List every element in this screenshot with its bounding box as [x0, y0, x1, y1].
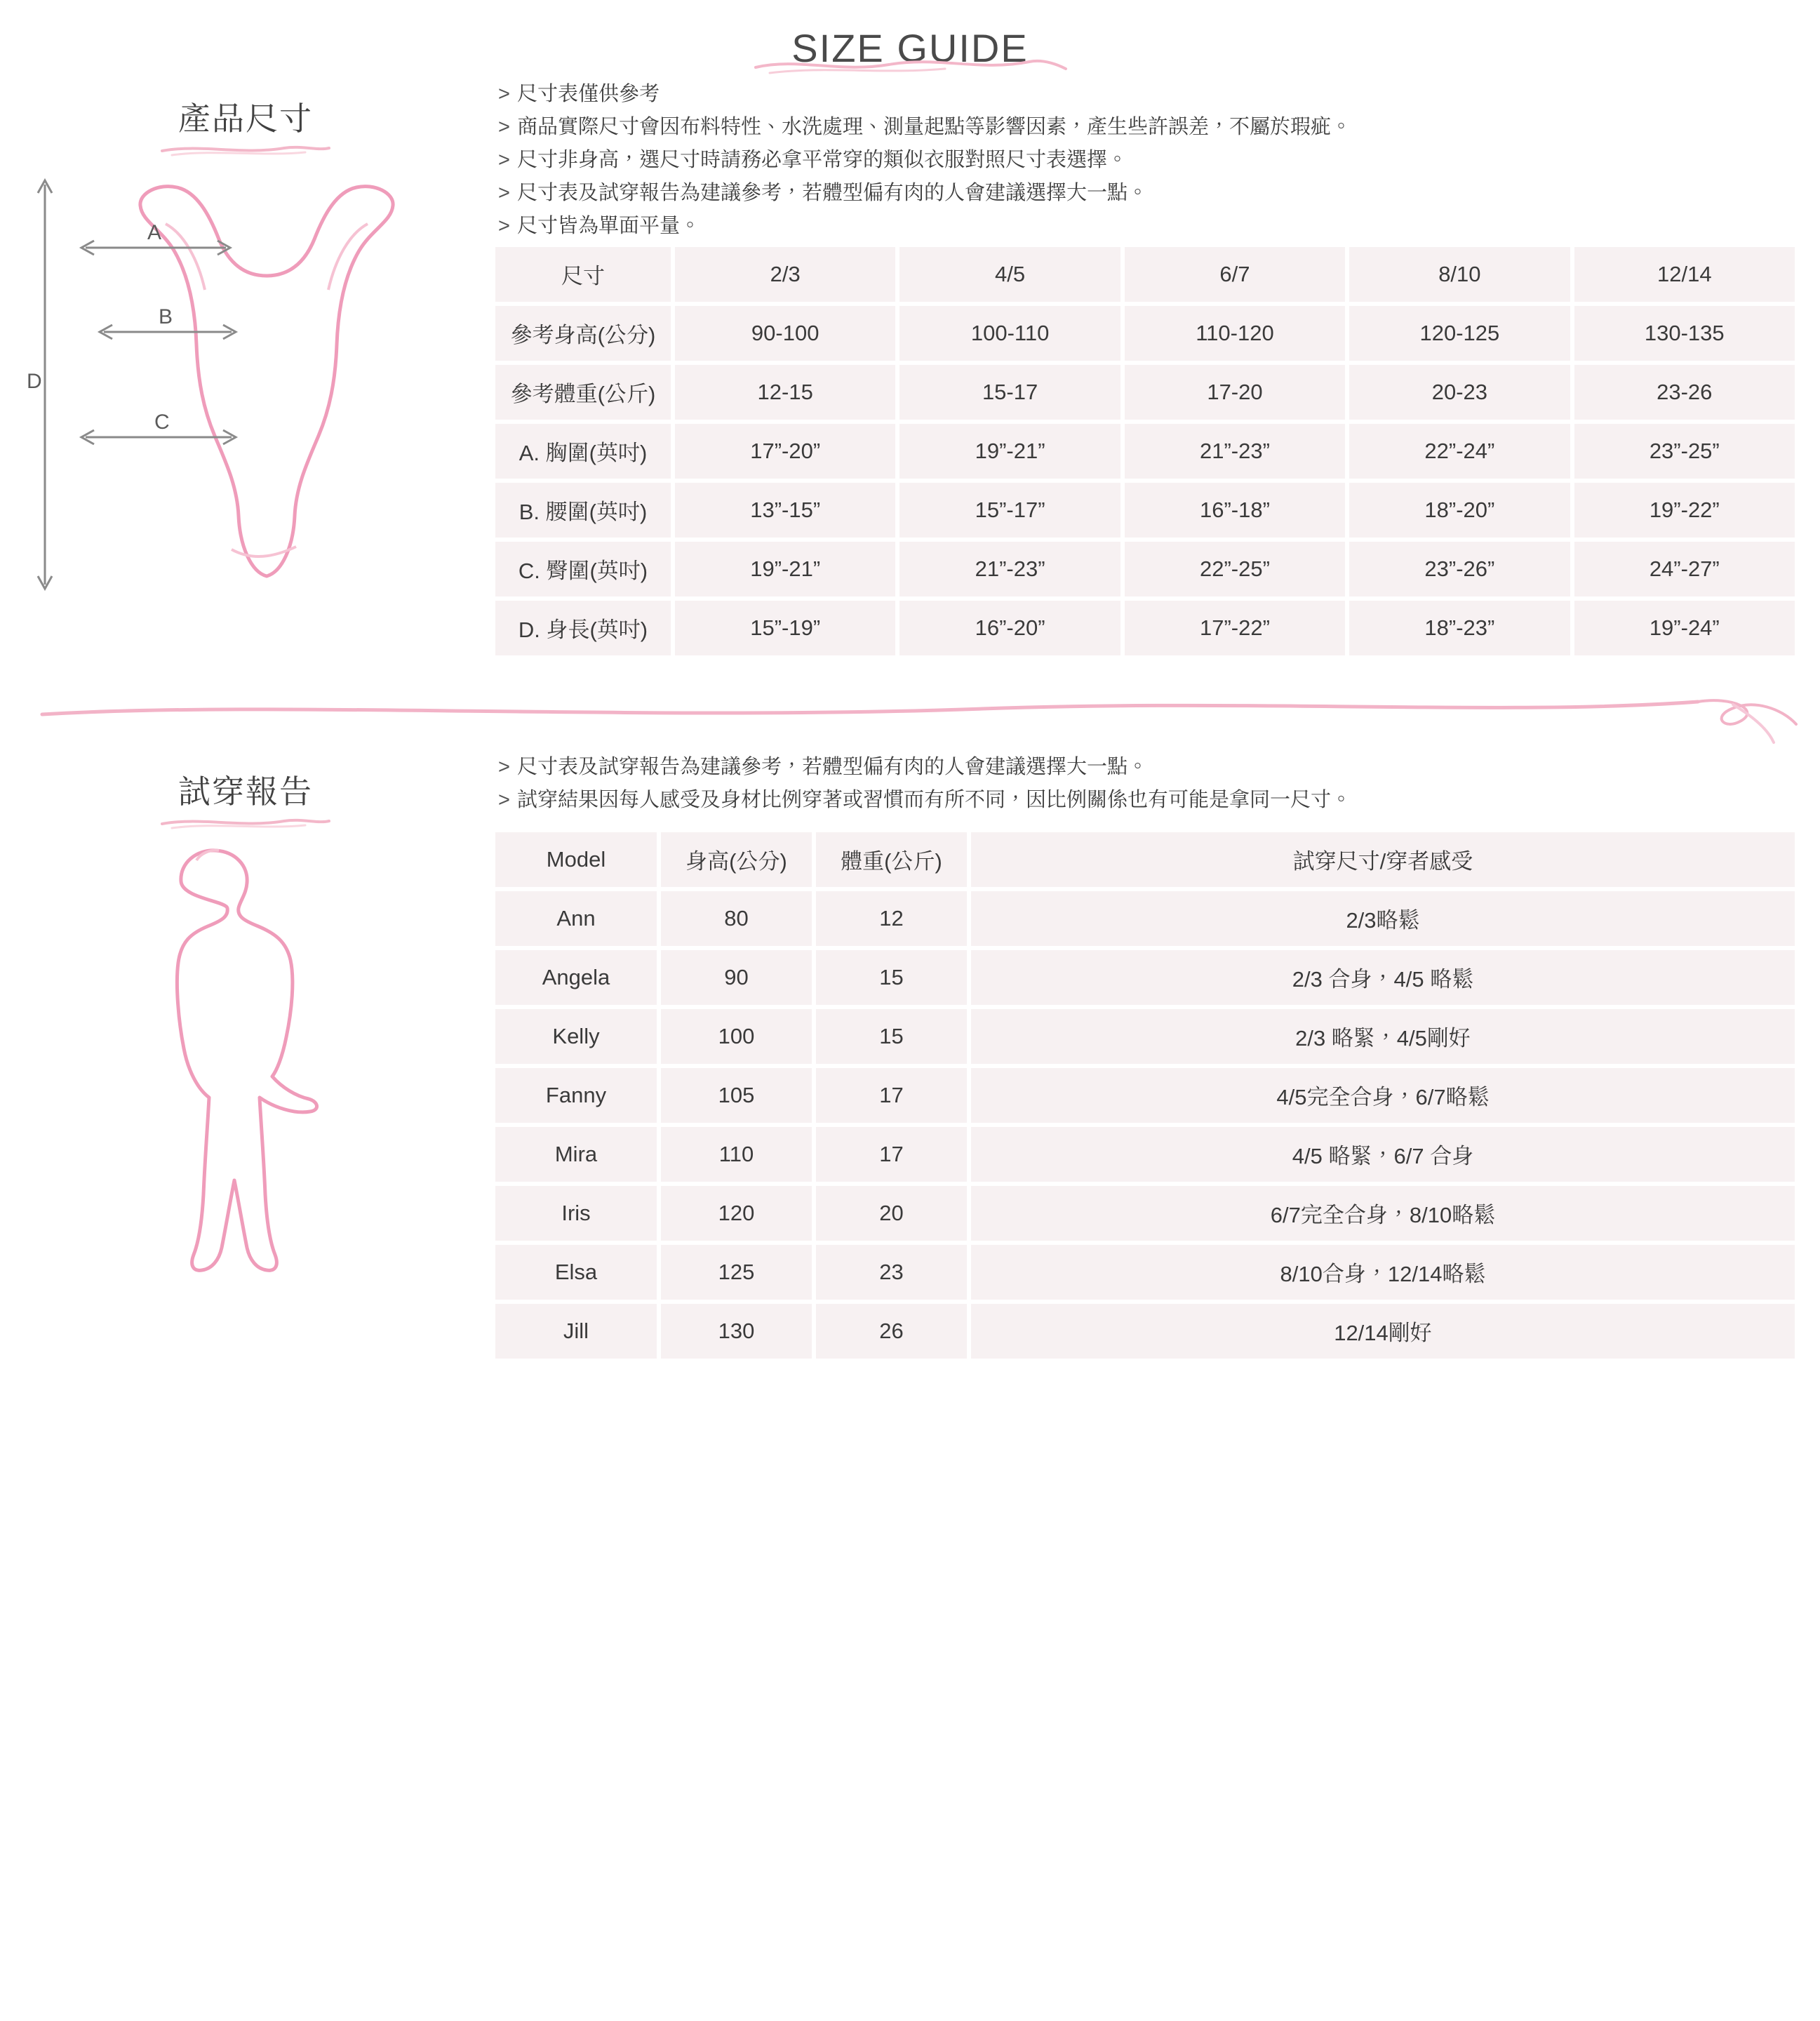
- model-feedback: 12/14剛好: [971, 1304, 1795, 1359]
- model-height: 125: [661, 1245, 812, 1300]
- model-name: Kelly: [495, 1009, 657, 1064]
- table-row: [495, 1186, 1795, 1241]
- column-header: 試穿尺寸/穿者感受: [971, 832, 1795, 887]
- model-weight: 15: [816, 950, 967, 1005]
- row-label: D. 身長(英吋): [495, 601, 671, 655]
- table-cell: 23”-25”: [1574, 424, 1795, 479]
- child-silhouette-svg: [98, 829, 393, 1321]
- fit-report-section: [0, 744, 1820, 1363]
- product-size-heading-text: 產品尺寸: [178, 100, 313, 137]
- table-cell: 13”-15”: [675, 483, 895, 538]
- row-label: 參考身高(公分): [495, 306, 671, 361]
- model-height: 130: [661, 1304, 812, 1359]
- product-size-heading: [158, 93, 333, 156]
- model-feedback: 8/10合身，12/14略鬆: [971, 1245, 1795, 1300]
- model-height: 90: [661, 950, 812, 1005]
- table-cell: 17-20: [1125, 365, 1345, 420]
- table-cell: 100-110: [899, 306, 1120, 361]
- page-title-text: SIZE GUIDE: [791, 26, 1029, 70]
- model-feedback: 2/3 略緊，4/5剛好: [971, 1009, 1795, 1064]
- model-height: 105: [661, 1068, 812, 1123]
- table-cell: 24”-27”: [1574, 542, 1795, 596]
- model-height: 120: [661, 1186, 812, 1241]
- fit-report-notes: [491, 751, 1799, 817]
- table-cell: 16”-20”: [899, 601, 1120, 655]
- model-name: Ann: [495, 891, 657, 946]
- table-row: [495, 365, 1795, 420]
- note-bullet: >: [498, 214, 510, 237]
- note-item: [498, 78, 1799, 111]
- table-cell: 23-26: [1574, 365, 1795, 420]
- model-feedback: 2/3 合身，4/5 略鬆: [971, 950, 1795, 1005]
- model-feedback: 4/5 略緊，6/7 合身: [971, 1127, 1795, 1182]
- table-cell: 120-125: [1349, 306, 1570, 361]
- table-row: [495, 542, 1795, 596]
- note-bullet: >: [498, 148, 510, 171]
- model-name: Jill: [495, 1304, 657, 1359]
- note-bullet: >: [498, 755, 510, 778]
- note-text: 尺寸表及試穿報告為建議參考，若體型偏有肉的人會建議選擇大一點。: [516, 181, 1148, 204]
- model-feedback: 4/5完全合身，6/7略鬆: [971, 1068, 1795, 1123]
- note-item: [498, 210, 1799, 243]
- column-header: 身高(公分): [661, 832, 812, 887]
- model-name: Mira: [495, 1127, 657, 1182]
- table-row: [495, 1304, 1795, 1359]
- note-text: 尺寸非身高，選尺寸時請務必拿平常穿的類似衣服對照尺寸表選擇。: [516, 148, 1128, 171]
- table-cell: 12-15: [675, 365, 895, 420]
- fit-report-table: [491, 828, 1799, 1363]
- column-header: 4/5: [899, 247, 1120, 302]
- note-item: [498, 177, 1799, 210]
- table-cell: 19”-21”: [899, 424, 1120, 479]
- label-d: D: [27, 370, 42, 393]
- table-row: [495, 306, 1795, 361]
- row-label: C. 臀圍(英吋): [495, 542, 671, 596]
- fit-report-right-column: [491, 751, 1820, 1363]
- table-cell: 23”-26”: [1349, 542, 1570, 596]
- model-feedback: 6/7完全合身，8/10略鬆: [971, 1186, 1795, 1241]
- table-cell: 20-23: [1349, 365, 1570, 420]
- page-title: [0, 0, 1820, 71]
- product-size-right-column: [491, 78, 1820, 660]
- table-row: [495, 483, 1795, 538]
- model-weight: 17: [816, 1068, 967, 1123]
- table-cell: 21”-23”: [899, 542, 1120, 596]
- table-cell: 22”-25”: [1125, 542, 1345, 596]
- size-chart-table: [491, 243, 1799, 660]
- table-cell: 19”-21”: [675, 542, 895, 596]
- section-divider-svg: [0, 681, 1820, 744]
- column-header: Model: [495, 832, 657, 887]
- table-row: [495, 1127, 1795, 1182]
- table-cell: 22”-24”: [1349, 424, 1570, 479]
- table-row: [495, 1009, 1795, 1064]
- label-a: A: [147, 221, 162, 244]
- table-cell: 130-135: [1574, 306, 1795, 361]
- table-cell: 15”-19”: [675, 601, 895, 655]
- model-name: Elsa: [495, 1245, 657, 1300]
- note-text: 尺寸表僅供參考: [516, 83, 660, 105]
- model-height: 110: [661, 1127, 812, 1182]
- note-item: [498, 751, 1799, 784]
- fit-report-heading: [158, 766, 333, 829]
- table-row: [495, 950, 1795, 1005]
- note-bullet: >: [498, 788, 510, 811]
- model-weight: 26: [816, 1304, 967, 1359]
- model-name: Angela: [495, 950, 657, 1005]
- model-name: Fanny: [495, 1068, 657, 1123]
- column-header: 體重(公斤): [816, 832, 967, 887]
- product-size-section: [0, 71, 1820, 660]
- table-cell: 19”-24”: [1574, 601, 1795, 655]
- row-label: B. 腰圍(英吋): [495, 483, 671, 538]
- product-size-notes: [491, 78, 1799, 243]
- table-cell: 110-120: [1125, 306, 1345, 361]
- model-name: Iris: [495, 1186, 657, 1241]
- note-bullet: >: [498, 115, 510, 138]
- table-cell: 19”-22”: [1574, 483, 1795, 538]
- table-row: [495, 1068, 1795, 1123]
- table-header-row: [495, 832, 1795, 887]
- heading-underline-decoration: [158, 814, 333, 829]
- model-weight: 20: [816, 1186, 967, 1241]
- table-cell: 18”-23”: [1349, 601, 1570, 655]
- column-header: 2/3: [675, 247, 895, 302]
- column-header: 12/14: [1574, 247, 1795, 302]
- fit-report-heading-text: 試穿報告: [178, 773, 313, 810]
- row-label: A. 胸圍(英吋): [495, 424, 671, 479]
- child-silhouette-diagram: [98, 829, 393, 1324]
- table-cell: 16”-18”: [1125, 483, 1345, 538]
- note-item: [498, 144, 1799, 177]
- note-text: 商品實際尺寸會因布料特性、水洗處理、測量起點等影響因素，產生些許誤差，不屬於瑕疵。: [516, 115, 1351, 138]
- table-row: [495, 891, 1795, 946]
- model-weight: 12: [816, 891, 967, 946]
- swimsuit-diagram: [21, 156, 470, 644]
- model-weight: 23: [816, 1245, 967, 1300]
- heading-underline-decoration: [158, 141, 333, 156]
- table-cell: 17”-20”: [675, 424, 895, 479]
- column-header: 8/10: [1349, 247, 1570, 302]
- model-height: 80: [661, 891, 812, 946]
- model-height: 100: [661, 1009, 812, 1064]
- table-cell: 21”-23”: [1125, 424, 1345, 479]
- table-cell: 90-100: [675, 306, 895, 361]
- row-label: 參考體重(公斤): [495, 365, 671, 420]
- label-b: B: [159, 305, 173, 328]
- note-bullet: >: [498, 83, 510, 105]
- product-size-left-column: [0, 78, 491, 644]
- note-text: 試穿結果因每人感受及身材比例穿著或習慣而有所不同，因比例關係也有可能是拿同一尺寸。: [516, 788, 1351, 811]
- note-bullet: >: [498, 181, 510, 204]
- note-text: 尺寸表及試穿報告為建議參考，若體型偏有肉的人會建議選擇大一點。: [516, 755, 1148, 778]
- label-c: C: [154, 411, 170, 434]
- model-feedback: 2/3略鬆: [971, 891, 1795, 946]
- swimsuit-diagram-svg: [21, 156, 470, 641]
- model-weight: 15: [816, 1009, 967, 1064]
- model-weight: 17: [816, 1127, 967, 1182]
- table-cell: 18”-20”: [1349, 483, 1570, 538]
- note-text: 尺寸皆為單面平量。: [516, 214, 700, 237]
- table-cell: 15”-17”: [899, 483, 1120, 538]
- table-row: [495, 1245, 1795, 1300]
- fit-report-left-column: [0, 751, 491, 1324]
- table-row: [495, 424, 1795, 479]
- table-header-row: [495, 247, 1795, 302]
- table-cell: 15-17: [899, 365, 1120, 420]
- section-divider: [0, 681, 1820, 744]
- note-item: [498, 111, 1799, 144]
- note-item: [498, 784, 1799, 817]
- column-header: 尺寸: [495, 247, 671, 302]
- column-header: 6/7: [1125, 247, 1345, 302]
- table-row: [495, 601, 1795, 655]
- table-cell: 17”-22”: [1125, 601, 1345, 655]
